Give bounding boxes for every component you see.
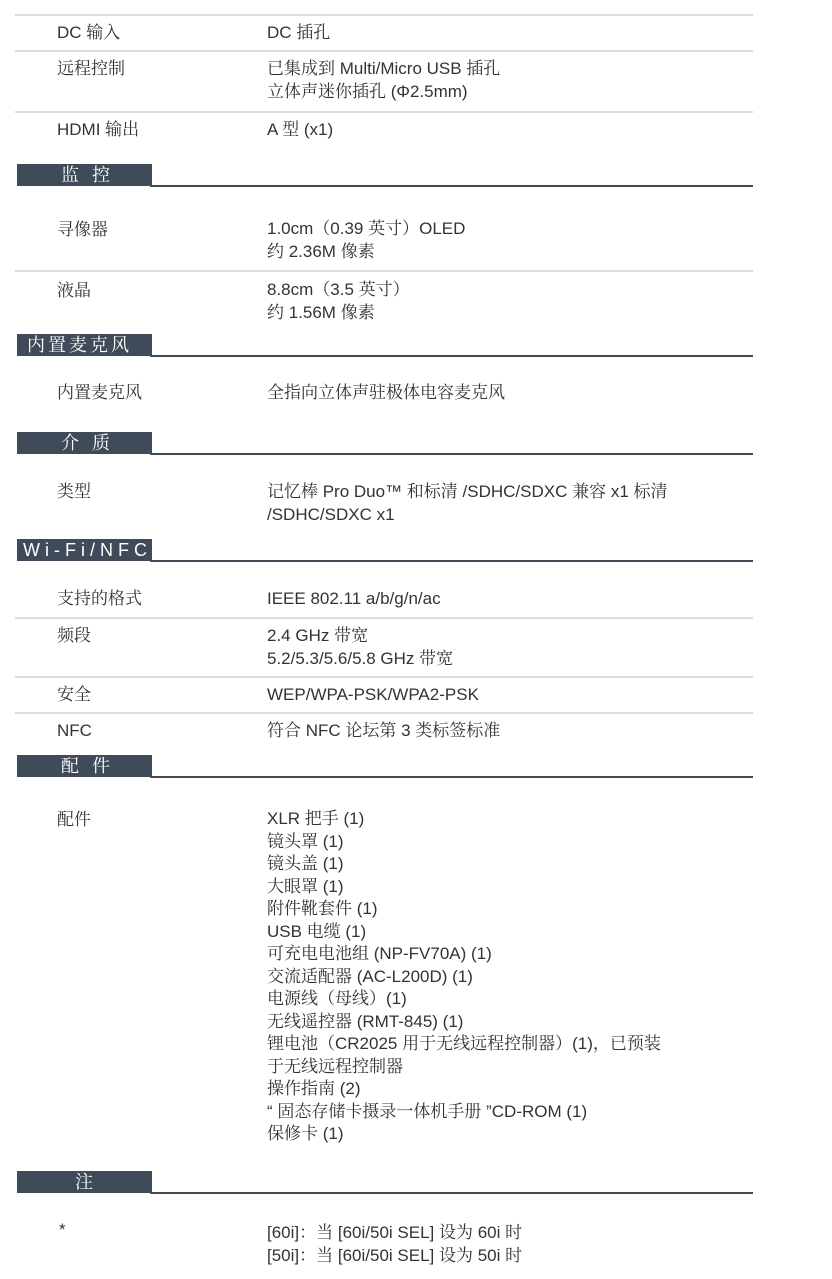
spec-value-hdmi-output: A 型 (x1) [267,120,334,139]
section-rule [150,560,753,562]
section-rule [150,355,753,357]
spec-label-frequency-band: 频段 [57,626,91,645]
section-header-accessories: 配 件 [17,755,152,777]
spec-label-viewfinder: 寻像器 [57,220,108,239]
row-divider [15,14,753,16]
spec-value-supported-format: IEEE 802.11 a/b/g/n/ac [267,589,441,608]
section-rule [150,453,753,455]
section-rule [150,185,753,187]
spec-value-notes: [60i]：当 [60i/50i SEL] 设为 60i 时 [50i]：当 [60i/50i SEL] 设为 50i 时 [267,1223,523,1265]
section-header-notes: 注 [17,1171,152,1193]
section-rule [150,776,753,778]
spec-value-viewfinder: 1.0cm（0.39 英寸）OLED 约 2.36M 像素 [267,219,466,261]
section-header-media: 介 质 [17,432,152,454]
row-divider [15,712,753,714]
spec-value-security: WEP/WPA-PSK/WPA2-PSK [267,685,479,704]
section-header-builtin-mic: 内置麦克风 [17,334,152,356]
spec-value-dc-input: DC 插孔 [267,23,331,42]
spec-label-nfc: NFC [57,721,92,740]
spec-value-frequency-band: 2.4 GHz 带宽 5.2/5.3/5.6/5.8 GHz 带宽 [267,626,454,668]
spec-value-lcd: 8.8cm（3.5 英寸） 约 1.56M 像素 [267,280,410,322]
row-divider [15,676,753,678]
spec-label-builtin-mic: 内置麦克风 [57,383,142,402]
spec-label-note-asterisk: * [59,1220,66,1239]
row-divider [15,111,753,113]
spec-label-accessories: 配件 [57,810,91,829]
row-divider [15,270,753,272]
spec-value-builtin-mic: 全指向立体声驻极体电容麦克风 [267,383,505,402]
spec-label-media-type: 类型 [57,482,91,501]
spec-label-lcd: 液晶 [57,281,91,300]
spec-value-remote-control: 已集成到 Multi/Micro USB 插孔 立体声迷你插孔 (Φ2.5mm) [267,59,501,101]
section-header-monitor: 监 控 [17,164,152,186]
spec-value-nfc: 符合 NFC 论坛第 3 类标签标准 [267,721,501,740]
row-divider [15,617,753,619]
row-divider [15,50,753,52]
spec-label-security: 安全 [57,685,91,704]
section-header-wifi-nfc: Wi-Fi/NFC [17,539,152,561]
spec-value-accessories: XLR 把手 (1) 镜头罩 (1) 镜头盖 (1) 大眼罩 (1) 附件靴套件 (1) USB 电缆 (1) 可充电电池组 (NP-FV70A) (1) 交流适配器 (AC-L200D) (1) 电源线（母线）(1) 无线遥控器 (RMT-845) (1) 锂电池（CR2025 用于无线远程控制器）(1)，已预装 于无线远程控制器 操作指南 (2) “ 固态存储卡摄录一体机手册 ”CD-ROM (1) 保修卡 (1) [267,809,661,1143]
spec-label-dc-input: DC 输入 [57,23,121,42]
section-rule [150,1192,753,1194]
spec-label-hdmi-output: HDMI 输出 [57,120,140,139]
spec-label-supported-format: 支持的格式 [57,589,142,608]
spec-label-remote-control: 远程控制 [57,59,125,78]
spec-value-media-type: 记忆棒 Pro Duo™ 和标清 /SDHC/SDXC 兼容 x1 标清 /SDHC/SDXC x1 [267,482,668,524]
